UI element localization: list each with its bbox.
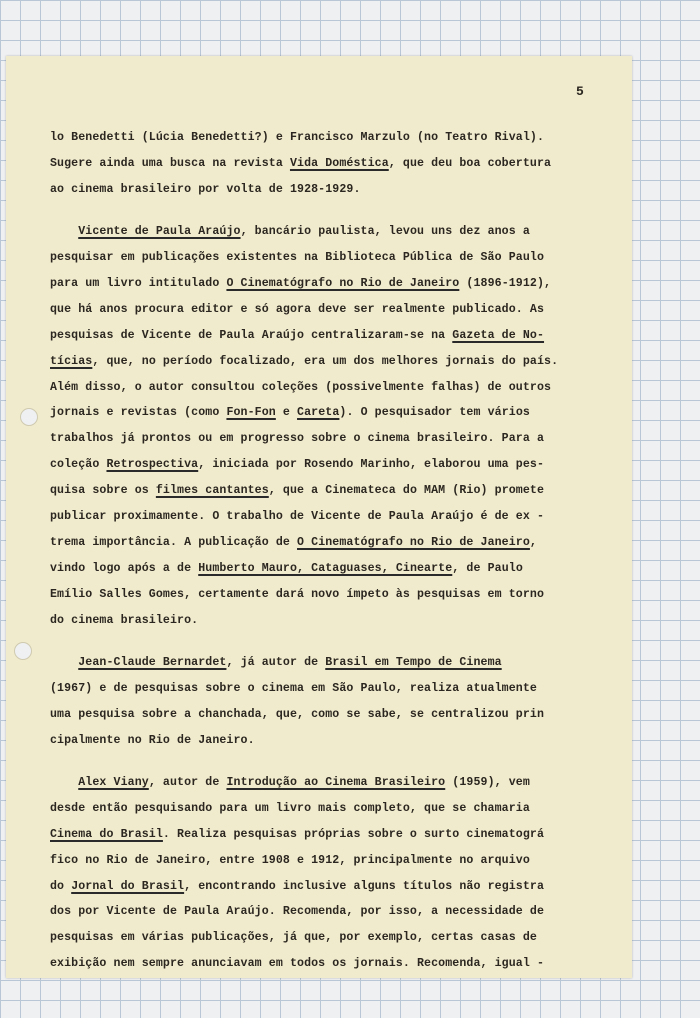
- text-segment: , iniciada por Rosendo Marinho, elaborou uma pes-: [198, 458, 545, 472]
- text-line: [50, 452, 610, 478]
- text-line: [50, 426, 610, 452]
- underlined-title: Humberto Mauro, Cataguases, Cinearte: [198, 561, 453, 575]
- text-line: [50, 177, 610, 203]
- underlined-title: O Cinematógrafo no Rio de Janeiro: [226, 276, 460, 290]
- paragraph-gap: [50, 633, 610, 650]
- text-line: [50, 297, 610, 323]
- text-segment: cipalmente no Rio de Janeiro.: [50, 733, 255, 747]
- text-line: [50, 349, 610, 375]
- text-segment: , bancário paulista, levou uns dez anos a: [240, 225, 530, 239]
- text-segment: [50, 656, 78, 669]
- text-line: [50, 796, 610, 822]
- text-segment: (1959), vem: [445, 775, 530, 789]
- text-line: [50, 728, 610, 754]
- text-segment: trabalhos já prontos ou em progresso sobre o cinema brasileiro. Para a: [50, 432, 545, 446]
- text-line: [50, 848, 610, 874]
- text-segment: lo Benedetti (Lúcia Benedetti?) e Francisco Marzulo (no Teatro Rival).: [50, 131, 545, 144]
- text-line: [50, 323, 610, 349]
- text-segment: desde então pesquisando para um livro mais completo, que se chamaria: [50, 801, 530, 815]
- text-line: [50, 504, 610, 530]
- text-segment: , que, no período focalizado, era um dos melhores jornais do país.: [92, 354, 559, 368]
- page-number: 5: [576, 84, 584, 99]
- text-line: [50, 822, 610, 848]
- text-line: [50, 478, 610, 504]
- text-segment: (1967) e de pesquisas sobre o cinema em São Paulo, realiza atualmente: [50, 681, 537, 695]
- text-segment: [50, 225, 78, 238]
- text-line: [50, 556, 610, 582]
- text-segment: exibição nem sempre anunciavam em todos os jornais. Recomenda, igual -: [50, 957, 545, 971]
- text-line: [50, 219, 610, 245]
- document-page: [6, 56, 632, 978]
- punch-hole-bottom: [14, 642, 32, 660]
- underlined-title: filmes cantantes: [155, 484, 269, 498]
- text-segment: ao cinema brasileiro por volta de 1928-1929.: [50, 182, 361, 196]
- text-segment: ,: [529, 535, 537, 549]
- text-segment: Emílio Salles Gomes, certamente dará novo ímpeto às pesquisas em torno: [50, 587, 545, 601]
- text-line: [50, 874, 610, 900]
- text-line: [50, 899, 610, 925]
- underlined-title: Careta: [297, 406, 340, 420]
- text-line: [50, 151, 610, 177]
- text-line: [50, 702, 610, 728]
- typed-text-body: [50, 125, 610, 977]
- text-segment: coleção: [50, 458, 107, 472]
- text-segment: (1896-1912),: [459, 276, 552, 290]
- underlined-title: Gazeta de No-: [452, 328, 545, 342]
- text-line: [50, 530, 610, 556]
- text-segment: , que deu boa cobertura: [388, 156, 552, 170]
- text-segment: pesquisas em várias publicações, já que, por exemplo, certas casas de: [50, 931, 537, 945]
- text-line: [50, 925, 610, 951]
- underlined-title: Retrospectiva: [106, 458, 199, 472]
- text-segment: , autor de: [148, 775, 227, 789]
- text-line: [50, 375, 610, 401]
- text-segment: do: [50, 879, 72, 893]
- text-line: [50, 400, 610, 426]
- underlined-title: Brasil em Tempo de Cinema: [325, 655, 502, 669]
- text-line: [50, 582, 610, 608]
- text-line: [50, 271, 610, 297]
- paragraph-gap: [50, 753, 610, 770]
- text-segment: , encontrando inclusive alguns títulos não registra: [184, 879, 545, 893]
- underlined-title: Alex Viany: [78, 775, 149, 789]
- text-line: [50, 245, 610, 271]
- text-segment: ). O pesquisador tem vários: [339, 406, 530, 420]
- underlined-title: tícias: [50, 354, 93, 368]
- text-line: [50, 125, 610, 151]
- text-segment: , já autor de: [226, 655, 326, 669]
- paragraph: [50, 219, 610, 633]
- paragraph: [50, 770, 610, 977]
- underlined-title: Cinema do Brasil: [50, 827, 163, 841]
- text-segment: Além disso, o autor consultou coleções (possivelmente falhas) de outros: [50, 380, 552, 394]
- text-line: [50, 650, 610, 676]
- text-line: [50, 676, 610, 702]
- underlined-title: Introdução ao Cinema Brasileiro: [226, 775, 446, 789]
- text-segment: pesquisar em publicações existentes na Biblioteca Pública de São Paulo: [50, 251, 545, 265]
- text-segment: e: [275, 406, 298, 420]
- text-segment: publicar proximamente. O trabalho de Vicente de Paula Araújo é de ex -: [50, 509, 545, 523]
- paragraph-gap: [50, 203, 610, 220]
- text-segment: para um livro intitulado: [50, 276, 227, 290]
- text-segment: dos por Vicente de Paula Araújo. Recomenda, por isso, a necessidade de: [50, 905, 545, 919]
- text-segment: , que a Cinemateca do MAM (Rio) promete: [268, 484, 545, 498]
- underlined-title: O Cinematógrafo no Rio de Janeiro: [297, 535, 530, 549]
- underlined-title: Vida Doméstica: [289, 156, 389, 170]
- text-line: [50, 770, 610, 796]
- underlined-title: Jornal do Brasil: [71, 879, 185, 893]
- text-segment: fico no Rio de Janeiro, entre 1908 e 1912, principalmente no arquivo: [50, 853, 530, 867]
- text-segment: quisa sobre os: [50, 484, 156, 498]
- text-segment: do cinema brasileiro.: [50, 613, 199, 627]
- text-segment: Sugere ainda uma busca na revista: [50, 156, 290, 170]
- text-line: [50, 951, 610, 977]
- text-line: [50, 608, 610, 634]
- text-segment: [50, 776, 78, 789]
- underlined-title: Vicente de Paula Araújo: [78, 225, 241, 239]
- paragraph: [50, 125, 610, 203]
- text-segment: uma pesquisa sobre a chanchada, que, como se sabe, se centralizou prin: [50, 707, 545, 721]
- text-segment: jornais e revistas (como: [50, 406, 227, 420]
- text-segment: vindo logo após a de: [50, 561, 199, 575]
- underlined-title: Fon-Fon: [226, 406, 276, 420]
- text-segment: . Realiza pesquisas próprias sobre o surto cinematográ: [162, 827, 545, 841]
- text-segment: trema importância. A publicação de: [50, 535, 298, 549]
- text-segment: pesquisas de Vicente de Paula Araújo centralizaram-se na: [50, 328, 453, 342]
- underlined-title: Jean-Claude Bernardet: [78, 655, 227, 669]
- paragraph: [50, 650, 610, 754]
- punch-hole-top: [20, 408, 38, 426]
- text-segment: que há anos procura editor e só agora deve ser realmente publicado. As: [50, 302, 545, 316]
- text-segment: , de Paulo: [452, 561, 523, 575]
